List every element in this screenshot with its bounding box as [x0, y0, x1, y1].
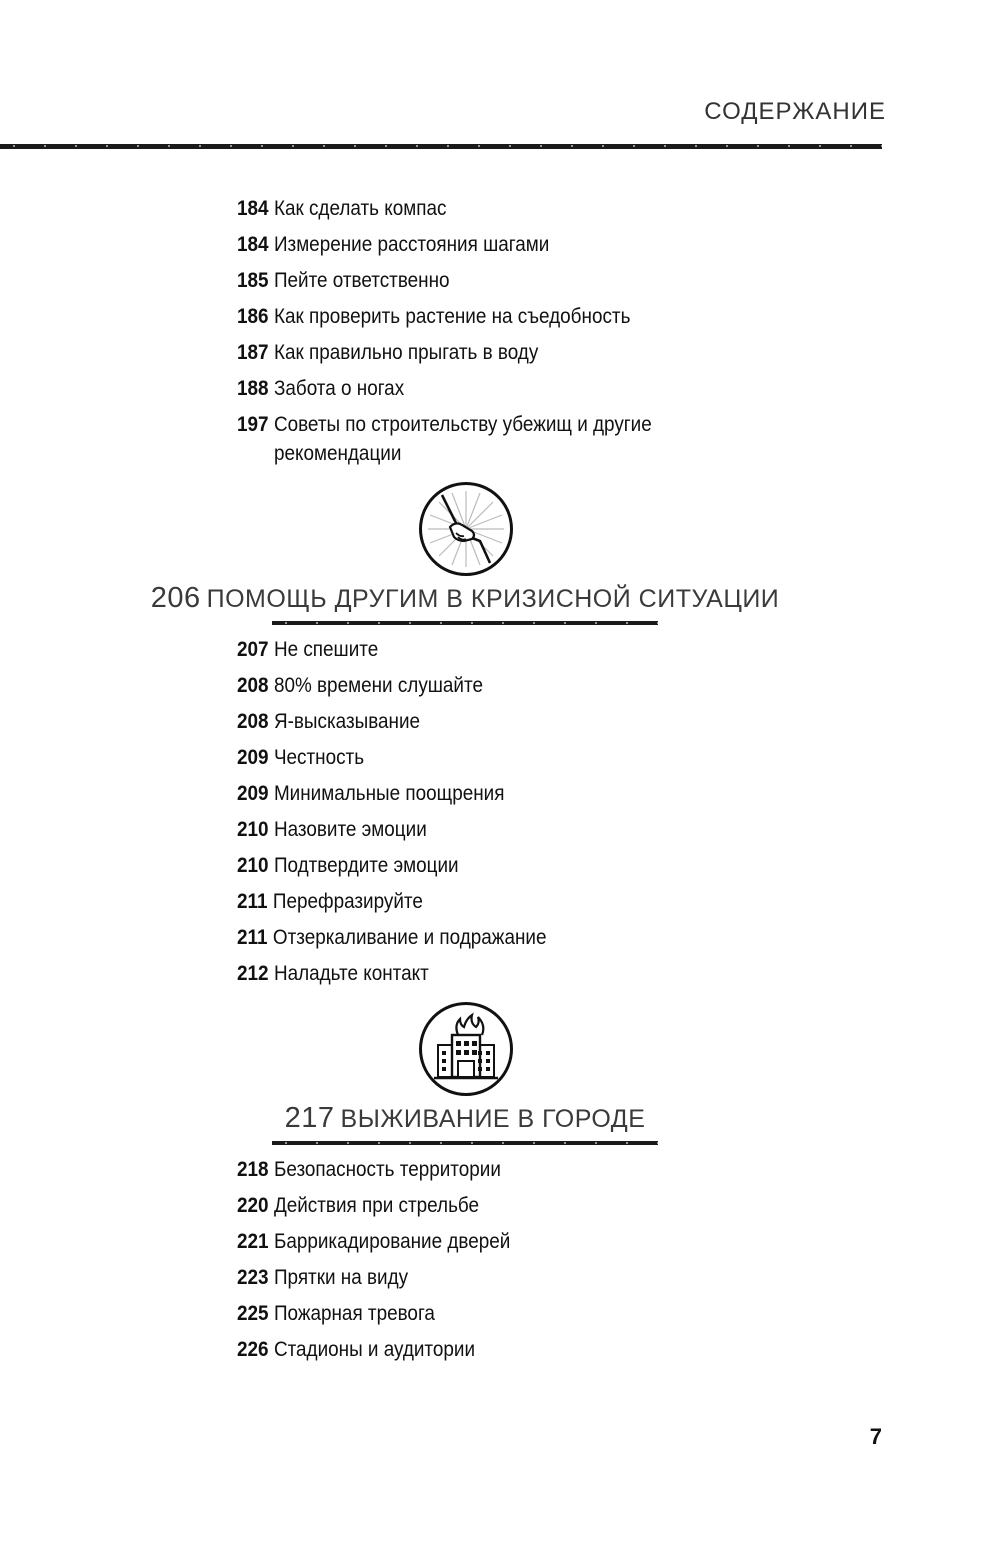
toc-entry[interactable]: 210 Назовите эмоции — [237, 818, 427, 841]
page-number: 7 — [869, 1424, 882, 1449]
burning-building-icon — [419, 1002, 513, 1096]
toc-entry[interactable]: 187 Как правильно прыгать в воду — [237, 341, 539, 364]
toc-entry[interactable]: 209 Честность — [237, 746, 365, 769]
toc-entry[interactable]: 184 Измерение расстояния шагами — [237, 233, 550, 256]
toc-entry[interactable]: 226 Стадионы и аудитории — [237, 1338, 476, 1361]
section-heading-urban-survival[interactable]: 217 ВЫЖИВАНИЕ В ГОРОДЕ — [284, 1102, 646, 1134]
toc-entry[interactable]: 207 Не спешите — [237, 638, 379, 661]
section-rule — [272, 1141, 658, 1145]
toc-list-continued — [237, 194, 757, 475]
toc-entry[interactable]: 223 Прятки на виду — [237, 1266, 409, 1289]
toc-entry[interactable]: 221 Баррикадирование дверей — [237, 1230, 511, 1253]
toc-entry[interactable]: 225 Пожарная тревога — [237, 1302, 435, 1325]
toc-entry[interactable]: 197 Советы по строительству убежищ и другие рекомендации — [237, 413, 652, 465]
toc-entry[interactable]: 184 Как сделать компас — [237, 197, 447, 220]
toc-entry[interactable]: 208 80% времени слушайте — [237, 674, 483, 697]
toc-entry[interactable]: 211 Отзеркаливание и подражание — [237, 926, 547, 949]
toc-entry[interactable]: 218 Безопасность территории — [237, 1158, 501, 1181]
header-rule — [0, 144, 882, 149]
toc-entry[interactable]: 210 Подтвердите эмоции — [237, 854, 459, 877]
toc-list-section-1 — [237, 635, 757, 995]
toc-entry[interactable]: 211 Перефразируйте — [237, 890, 423, 913]
toc-entry[interactable]: 209 Минимальные поощрения — [237, 782, 505, 805]
toc-entry[interactable]: 185 Пейте ответственно — [237, 269, 450, 292]
section-rule — [272, 621, 658, 625]
running-header: СОДЕРЖАНИЕ — [704, 98, 886, 125]
toc-entry[interactable]: 220 Действия при стрельбе — [237, 1194, 480, 1217]
toc-entry[interactable]: 208 Я-высказывание — [237, 710, 421, 733]
toc-entry[interactable]: 186 Как проверить растение на съедобность — [237, 305, 631, 328]
section-heading-helping-others[interactable]: 206 ПОМОЩЬ ДРУГИМ В КРИЗИСНОЙ СИТУАЦИИ — [150, 582, 780, 614]
toc-entry[interactable]: 188 Забота о ногах — [237, 377, 405, 400]
toc-list-section-2 — [237, 1155, 757, 1371]
helping-hands-icon — [419, 482, 513, 576]
toc-entry[interactable]: 212 Наладьте контакт — [237, 962, 429, 985]
